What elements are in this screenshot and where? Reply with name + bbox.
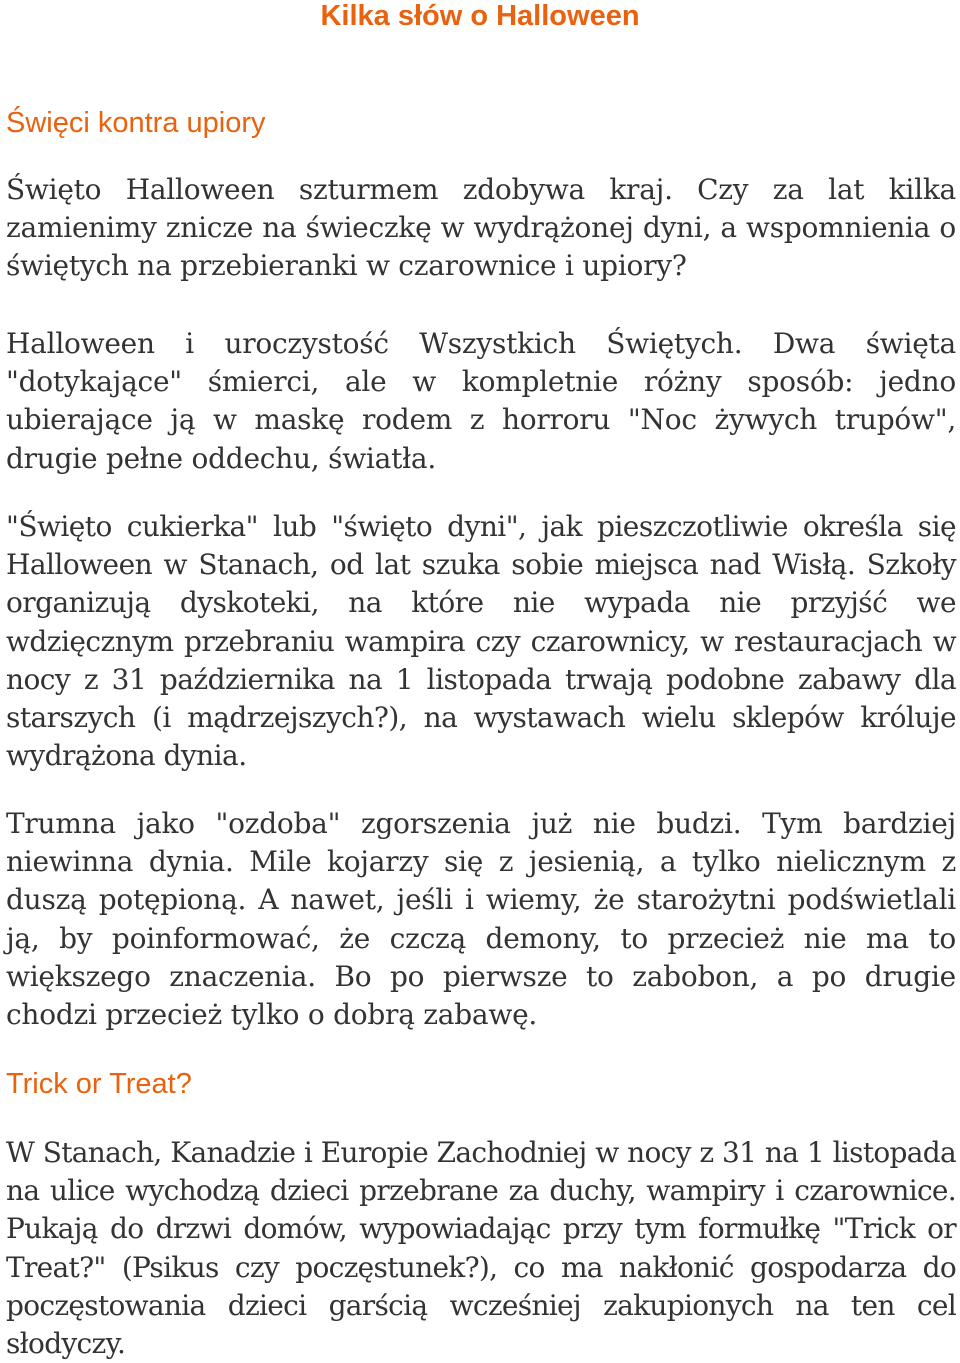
- paragraph-intro: Święto Halloween szturmem zdobywa kraj. Czy za lat kilka zamienimy znicze na świeczkę w wydrążonej dyni, a wspomnienia o świętych na przebieranki w czarownice i upiory?: [6, 173, 956, 283]
- paragraph-all-saints: Halloween i uroczystość Wszystkich Świętych. Dwa święta "dotykające" śmierci, ale w kompletnie różny sposób: jedno ubierające ją w maskę rodem z horroru "Noc żywych trupów", drugie pełne oddechu, światła.: [6, 327, 956, 475]
- section-heading-saints: Święci kontra upiory: [6, 107, 266, 139]
- paragraph-trick-or-treat: W Stanach, Kanadzie i Europie Zachodniej w nocy z 31 na 1 listopada na ulice wychodzą dzieci przebrane za duchy, wampiry i czarownice. Pukają do drzwi domów, wypowiadając przy tym formułkę "Trick or Treat?" (Psikus czy poczęstunek?), co ma nakłonić gospodarza do poczęstowania dzieci garścią wcześniej zakupionych na ten cel słodyczy.: [6, 1136, 956, 1361]
- paragraph-coffin: Trumna jako "ozdoba" zgorszenia już nie budzi. Tym bardziej niewinna dynia. Mile kojarzy się z jesienią, a tylko nielicznym z duszą potępioną. A nawet, jeśli i wiemy, że starożytni podświetlali ją, by poinformować, że czczą demony, to przecież nie ma to większego znaczenia. Bo po pierwsze to zabobon, a po drugie chodzi przecież tylko o dobrą zabawę.: [6, 807, 956, 1032]
- section-heading-trick-or-treat: Trick or Treat?: [6, 1068, 192, 1100]
- paragraph-candy-holiday: "Święto cukierka" lub "święto dyni", jak pieszczotliwie określa się Halloween w Stanach, od lat szuka sobie miejsca nad Wisłą. Szkoły organizują dyskoteki, na które nie wypada nie przyjść we wdzięcznym przebraniu wampira czy czarownicy, w restauracjach w nocy z 31 października na 1 listopada trwają podobne zabawy dla starszych (i mądrzejszych?), na wystawach wielu sklepów króluje wydrążona dynia.: [6, 510, 956, 773]
- document-title: Kilka słów o Halloween: [320, 0, 640, 32]
